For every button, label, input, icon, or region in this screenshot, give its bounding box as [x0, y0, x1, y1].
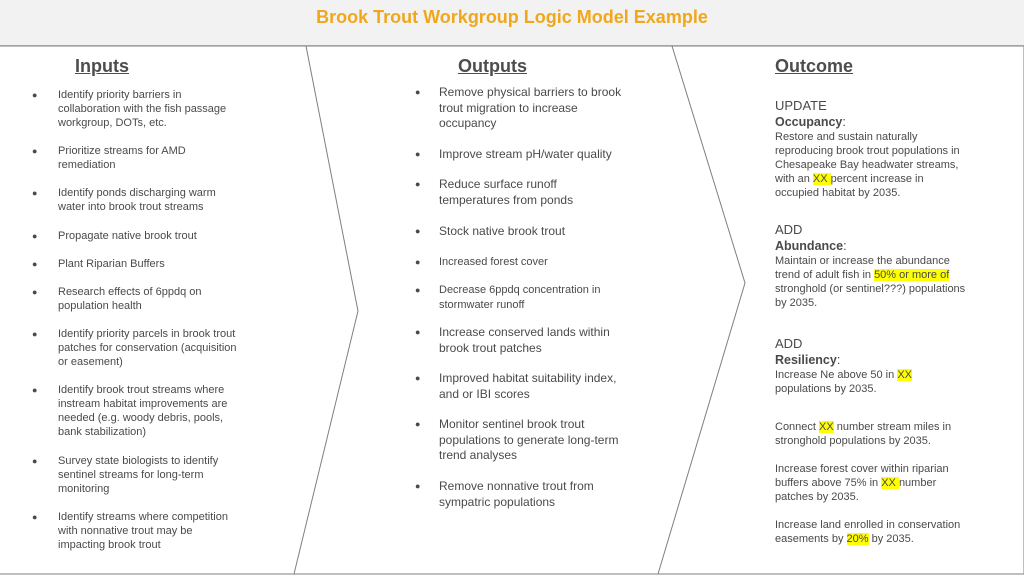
output-item: ● Stock native brook trout [415, 224, 566, 238]
bullet-icon: ● [415, 87, 421, 97]
bullet-icon: ● [32, 259, 38, 269]
input-item: ● Identify priority parcels in brook trout patches for conservation (acquisition or easement) [32, 328, 237, 368]
output-item: ● Improve stream pH/water quality [415, 147, 612, 161]
page-title: Brook Trout Workgroup Logic Model Example [316, 7, 708, 27]
output-item: ● Increased forest cover [415, 256, 548, 268]
bullet-icon: ● [415, 285, 421, 295]
input-item: ● Identify brook trout streams where instream habitat improvements are needed (e.g. woody debris, pools, bank stabilization) [32, 384, 228, 438]
input-item: ● Identify ponds discharging warm water into brook trout streams [32, 187, 216, 213]
bullet-icon: ● [32, 188, 38, 198]
abundance-label: Abundance: [775, 239, 847, 253]
bullet-icon: ● [415, 226, 421, 236]
output-item: ● Reduce surface runoff temperatures from ponds [415, 177, 574, 207]
placeholder-highlight: 20% [846, 533, 869, 545]
placeholder-highlight: XX [812, 173, 831, 185]
bullet-icon: ● [415, 327, 421, 337]
bullet-icon: ● [32, 231, 38, 241]
placeholder-highlight: XX [819, 421, 834, 433]
bullet-icon: ● [415, 257, 421, 267]
inputs-heading: Inputs [75, 56, 129, 76]
outcome-occupancy: UPDATE Occupancy: Restore and sustain naturally reproducing brook trout populations in Chesapeake Bay headwater streams, with an XX percent increase in occupied habitat by 2035. [775, 98, 990, 200]
input-item: ● Plant Riparian Buffers [32, 258, 165, 270]
abundance-tag: ADD [775, 222, 803, 237]
outcome-resiliency: ADD Resiliency: Increase Ne above 50 in XX populations by 2035. [775, 336, 990, 396]
bullet-icon: ● [32, 385, 38, 395]
input-item: ● Identify priority barriers in collaboration with the fish passage workgroup, DOTs, etc. [32, 89, 227, 129]
output-item: ● Monitor sentinel brook trout populations to generate long-term trend analyses [415, 417, 619, 462]
bullet-icon: ● [415, 373, 421, 383]
bullet-icon: ● [32, 456, 38, 466]
bullet-icon: ● [415, 179, 421, 189]
bullet-icon: ● [415, 149, 421, 159]
outcome-forest: Increase forest cover within riparian buffers above 75% in XX number patches by 2035. [775, 463, 949, 503]
output-item: ● Improved habitat suitability index, and or IBI scores [415, 371, 617, 401]
resiliency-tag: ADD [775, 336, 803, 351]
resiliency-label: Resiliency: [775, 353, 841, 367]
output-item: ● Decrease 6ppdq concentration in stormwater runoff [415, 284, 601, 311]
bullet-icon: ● [32, 146, 38, 156]
input-item: ● Identify streams where competition with nonnative trout may be impacting brook trout [32, 511, 228, 551]
output-item: ● Increase conserved lands within brook trout patches [415, 325, 610, 355]
placeholder-highlight: XX [881, 477, 899, 489]
bullet-icon: ● [415, 481, 421, 491]
input-item: ● Propagate native brook trout [32, 230, 197, 242]
input-item: ● Survey state biologists to identify sentinel streams for long-term monitoring [32, 455, 219, 495]
outcome-connect: Connect XX number stream miles in stronghold populations by 2035. [775, 421, 952, 447]
outcome-abundance: ADD Abundance: Maintain or increase the abundance trend of adult fish in 50% or more of stronghold (or sentinel???) populations by 2035. [775, 222, 990, 310]
placeholder-highlight: XX [897, 369, 912, 381]
bullet-icon: ● [32, 329, 38, 339]
bullet-icon: ● [32, 90, 38, 100]
bullet-icon: ● [32, 512, 38, 522]
outcome-land: Increase land enrolled in conservation easements by 20% by 2035. [775, 519, 961, 545]
occupancy-tag: UPDATE [775, 98, 827, 113]
input-item: ● Research effects of 6ppdq on population health [32, 286, 202, 312]
input-item: ● Prioritize streams for AMD remediation [32, 145, 186, 171]
bullet-icon: ● [415, 419, 421, 429]
occupancy-label: Occupancy: [775, 115, 846, 129]
outputs-heading: Outputs [458, 56, 527, 76]
output-item: ● Remove nonnative trout from sympatric populations [415, 479, 594, 509]
output-item: ● Remove physical barriers to brook trout migration to increase occupancy [415, 85, 622, 130]
placeholder-highlight: 50% or more of [874, 269, 950, 281]
bullet-icon: ● [32, 287, 38, 297]
outcome-heading: Outcome [775, 56, 854, 76]
